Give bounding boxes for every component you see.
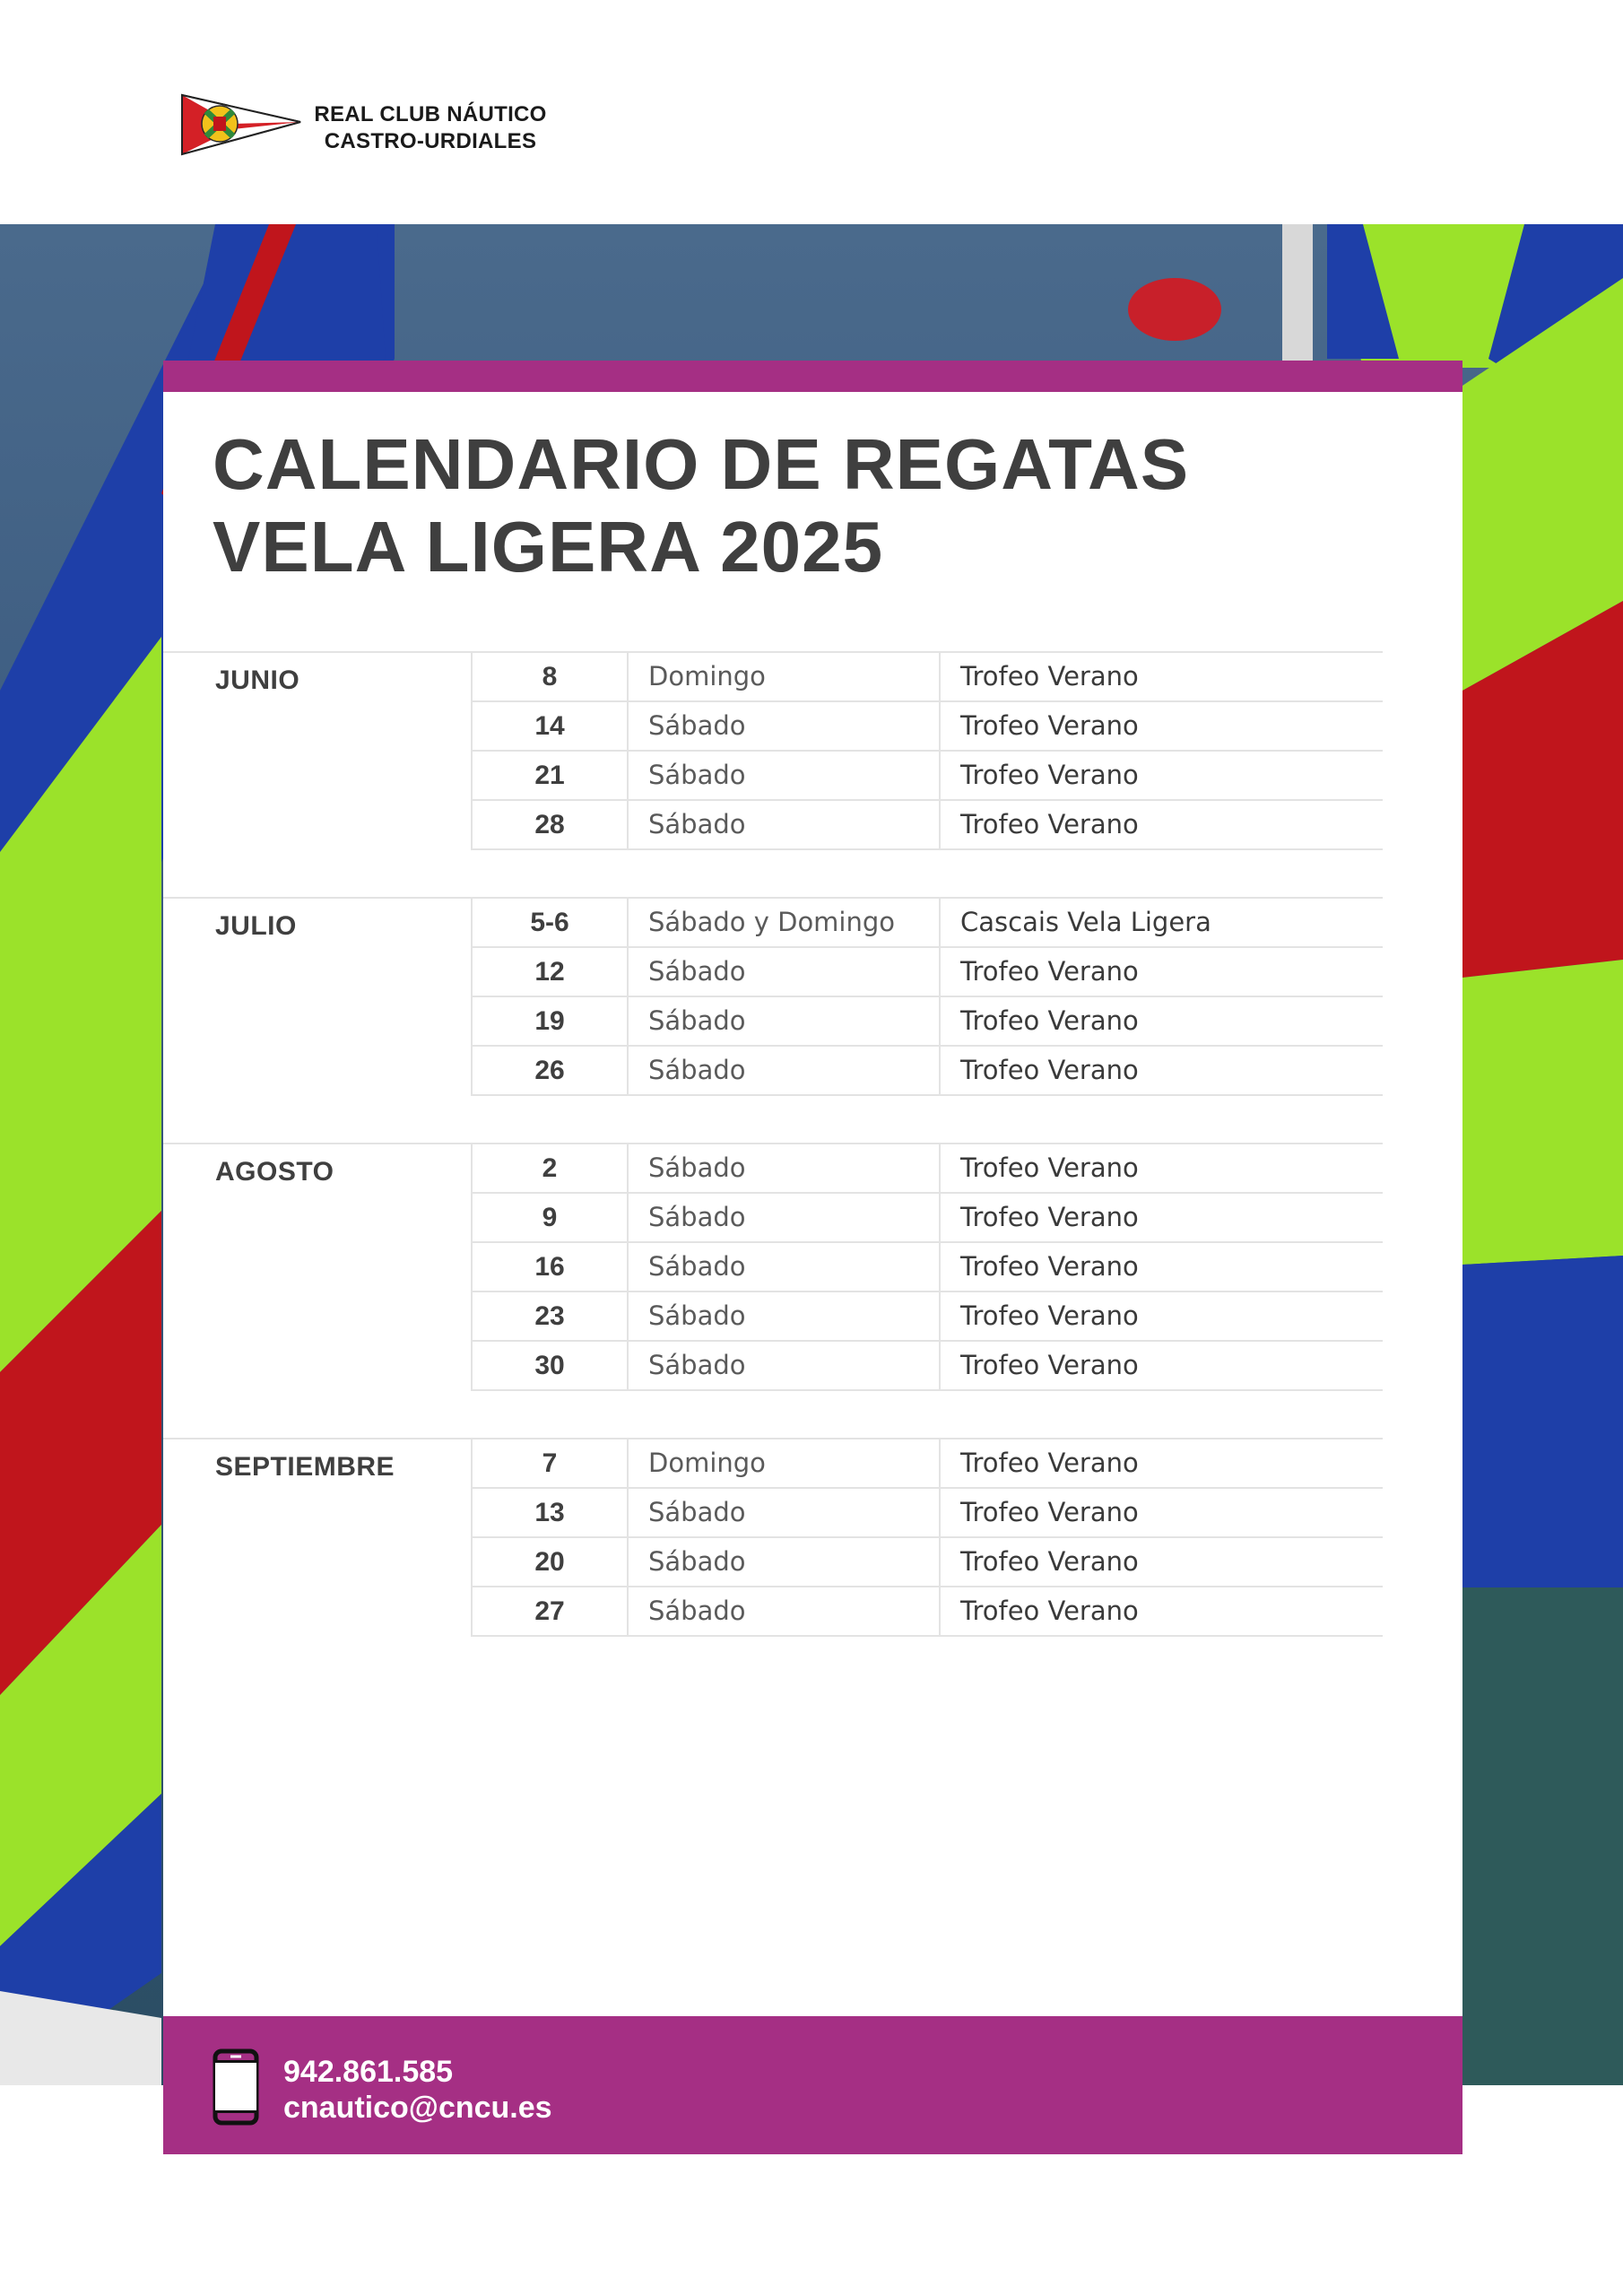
weekday-cell: Sábado bbox=[627, 1538, 939, 1586]
day-cell: 23 bbox=[471, 1292, 627, 1340]
day-cell: 9 bbox=[471, 1194, 627, 1241]
regatta-rows bbox=[471, 897, 1383, 1096]
event-cell: Trofeo Verano bbox=[939, 702, 1383, 750]
weekday-cell: Domingo bbox=[627, 1439, 939, 1487]
event-cell: Trofeo Verano bbox=[939, 1489, 1383, 1536]
day-cell: 2 bbox=[471, 1144, 627, 1192]
club-name-line1: REAL CLUB NÁUTICO bbox=[314, 102, 547, 126]
event-cell: Trofeo Verano bbox=[939, 1243, 1383, 1291]
day-cell: 26 bbox=[471, 1047, 627, 1094]
event-cell: Trofeo Verano bbox=[939, 1144, 1383, 1192]
table-row bbox=[471, 946, 1383, 996]
weekday-cell: Sábado bbox=[627, 801, 939, 848]
club-name-line2: CASTRO-URDIALES bbox=[324, 129, 537, 153]
event-cell: Trofeo Verano bbox=[939, 1047, 1383, 1094]
event-cell: Trofeo Verano bbox=[939, 752, 1383, 799]
table-row bbox=[471, 1536, 1383, 1586]
regatta-rows bbox=[471, 651, 1383, 850]
event-cell: Trofeo Verano bbox=[939, 1194, 1383, 1241]
calendar-card bbox=[163, 361, 1462, 2152]
regatta-rows bbox=[471, 1143, 1383, 1391]
contact-footer bbox=[163, 2016, 1462, 2154]
weekday-cell: Sábado bbox=[627, 1587, 939, 1635]
weekday-cell: Sábado bbox=[627, 997, 939, 1045]
table-row bbox=[471, 1291, 1383, 1340]
club-name bbox=[314, 101, 547, 155]
event-cell: Trofeo Verano bbox=[939, 997, 1383, 1045]
month-divider bbox=[163, 651, 471, 653]
phone-number[interactable]: 942.861.585 bbox=[283, 2055, 454, 2089]
title-line1: CALENDARIO DE REGATAS bbox=[213, 424, 1190, 504]
table-row bbox=[471, 799, 1383, 850]
month-label: JULIO bbox=[215, 911, 297, 941]
event-cell: Trofeo Verano bbox=[939, 1439, 1383, 1487]
weekday-cell: Sábado bbox=[627, 1144, 939, 1192]
card-accent-bar bbox=[163, 361, 1462, 392]
weekday-cell: Sábado bbox=[627, 948, 939, 996]
club-burgee-flag-icon bbox=[179, 90, 303, 160]
weekday-cell: Sábado bbox=[627, 1342, 939, 1389]
month-label: JUNIO bbox=[215, 665, 300, 695]
day-cell: 7 bbox=[471, 1439, 627, 1487]
regatta-rows bbox=[471, 1438, 1383, 1637]
weekday-cell: Sábado y Domingo bbox=[627, 899, 939, 946]
month-divider bbox=[163, 1143, 471, 1144]
page-title bbox=[213, 423, 1378, 588]
event-cell: Trofeo Verano bbox=[939, 1292, 1383, 1340]
event-cell: Trofeo Verano bbox=[939, 801, 1383, 848]
month-label: SEPTIEMBRE bbox=[215, 1452, 395, 1482]
day-cell: 8 bbox=[471, 653, 627, 700]
weekday-cell: Sábado bbox=[627, 752, 939, 799]
weekday-cell: Sábado bbox=[627, 702, 939, 750]
month-divider bbox=[163, 897, 471, 899]
weekday-cell: Sábado bbox=[627, 1047, 939, 1094]
event-cell: Trofeo Verano bbox=[939, 653, 1383, 700]
day-cell: 14 bbox=[471, 702, 627, 750]
table-row bbox=[471, 1045, 1383, 1096]
day-cell: 16 bbox=[471, 1243, 627, 1291]
day-cell: 12 bbox=[471, 948, 627, 996]
day-cell: 27 bbox=[471, 1587, 627, 1635]
email-address[interactable]: cnautico@cncu.es bbox=[283, 2091, 552, 2125]
table-row bbox=[471, 651, 1383, 700]
page-header bbox=[0, 0, 1623, 224]
month-divider bbox=[163, 1438, 471, 1439]
table-row bbox=[471, 1241, 1383, 1291]
day-cell: 13 bbox=[471, 1489, 627, 1536]
weekday-cell: Sábado bbox=[627, 1292, 939, 1340]
event-cell: Trofeo Verano bbox=[939, 948, 1383, 996]
day-cell: 20 bbox=[471, 1538, 627, 1586]
table-row bbox=[471, 1143, 1383, 1192]
weekday-cell: Sábado bbox=[627, 1194, 939, 1241]
weekday-cell: Domingo bbox=[627, 653, 939, 700]
event-cell: Trofeo Verano bbox=[939, 1342, 1383, 1389]
table-row bbox=[471, 750, 1383, 799]
weekday-cell: Sábado bbox=[627, 1243, 939, 1291]
table-row bbox=[471, 996, 1383, 1045]
day-cell: 19 bbox=[471, 997, 627, 1045]
title-line2: VELA LIGERA 2025 bbox=[213, 507, 884, 587]
month-label: AGOSTO bbox=[215, 1157, 334, 1187]
mobile-phone-icon bbox=[213, 2048, 259, 2126]
table-row bbox=[471, 897, 1383, 946]
day-cell: 21 bbox=[471, 752, 627, 799]
event-cell: Cascais Vela Ligera bbox=[939, 899, 1383, 946]
table-row bbox=[471, 1438, 1383, 1487]
event-cell: Trofeo Verano bbox=[939, 1587, 1383, 1635]
table-row bbox=[471, 700, 1383, 750]
weekday-cell: Sábado bbox=[627, 1489, 939, 1536]
day-cell: 5-6 bbox=[471, 899, 627, 946]
table-row bbox=[471, 1192, 1383, 1241]
table-row bbox=[471, 1586, 1383, 1637]
table-row bbox=[471, 1487, 1383, 1536]
day-cell: 28 bbox=[471, 801, 627, 848]
event-cell: Trofeo Verano bbox=[939, 1538, 1383, 1586]
day-cell: 30 bbox=[471, 1342, 627, 1389]
contact-info bbox=[283, 2054, 552, 2126]
table-row bbox=[471, 1340, 1383, 1391]
